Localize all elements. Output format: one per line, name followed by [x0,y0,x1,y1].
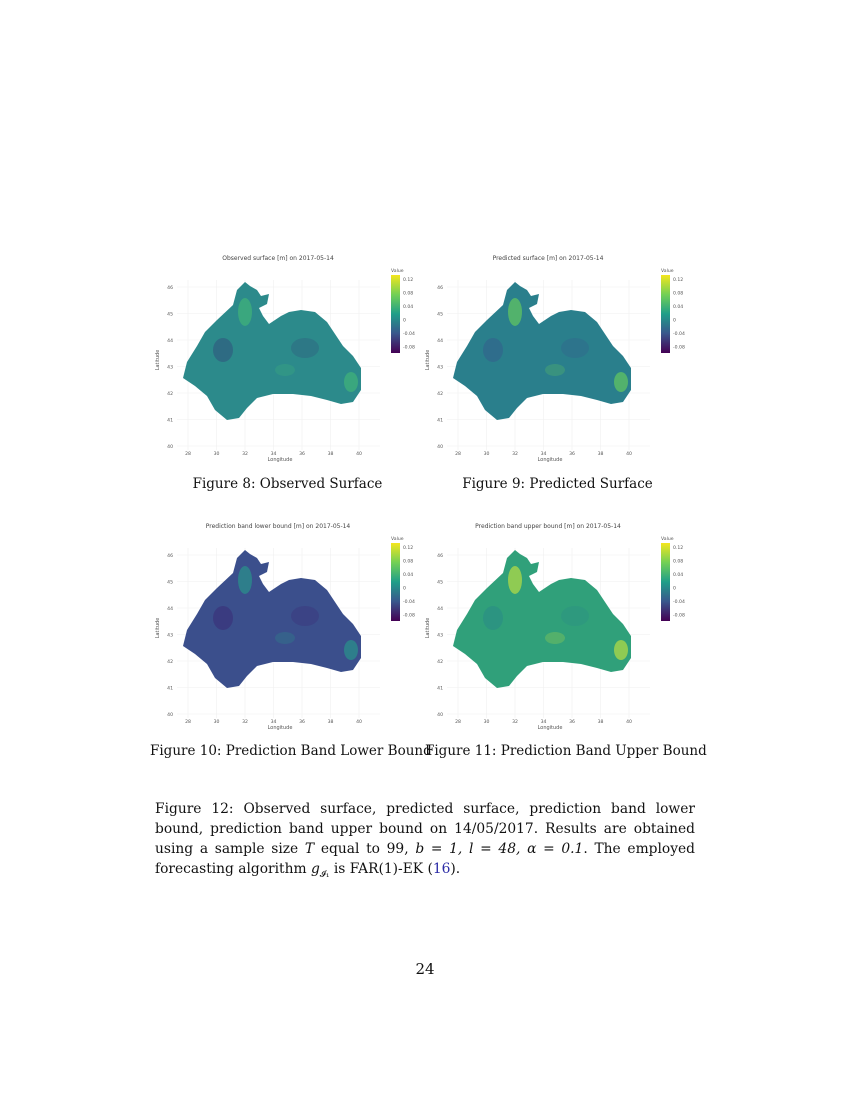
x-axis-label: Longitude [537,457,563,463]
x-tick-label: 38 [327,452,334,457]
y-tick-label: 43 [437,633,443,639]
x-tick-label: 36 [569,452,575,457]
y-tick-label: 41 [437,418,443,424]
legend-label: 0.04 [673,573,684,578]
x-tick-label: 36 [299,452,305,457]
subcaption-figure-9: Figure 9: Predicted Surface [462,476,653,492]
y-axis-label: Latitude [155,617,161,639]
y-tick-label: 41 [167,418,173,424]
subcaption-figure-10: Figure 10: Prediction Band Lower Bound [150,743,432,759]
legend-label: 0.08 [403,291,414,297]
map-figure [155,518,415,731]
x-tick-label: 32 [512,452,518,457]
legend-label: -0.04 [673,600,685,605]
map-figure [425,518,685,731]
y-tick-label: 42 [437,392,443,397]
legend-label: -0.04 [403,332,415,337]
legend-title: Value [661,537,674,542]
y-axis-label: Latitude [425,617,431,639]
y-tick-label: 46 [437,286,443,291]
y-tick-label: 43 [437,365,443,371]
figure-9-panel [425,250,685,463]
page-number: 24 [415,960,435,978]
figure-10-panel [155,518,415,731]
y-tick-label: 41 [167,686,173,692]
panel-title: Predicted surface [m] on 2017-05-14 [492,255,604,262]
legend-label: 0.12 [673,278,684,283]
sea-surface [183,550,361,688]
legend-label: 0.12 [403,546,414,551]
y-tick-label: 44 [437,607,443,612]
subcaption-figure-8: Figure 8: Observed Surface [192,476,383,492]
x-tick-label: 38 [597,720,604,725]
legend-label: -0.08 [673,613,685,619]
y-tick-label: 45 [437,312,443,318]
colorbar [661,275,670,353]
legend-title: Value [391,537,404,542]
legend-label: -0.04 [673,332,685,337]
figure-11-panel [425,518,685,731]
y-tick-label: 44 [167,339,173,344]
x-tick-label: 30 [483,720,490,725]
map-figure [425,250,685,463]
x-tick-label: 30 [483,452,490,457]
y-tick-label: 42 [167,392,173,397]
y-tick-label: 44 [437,339,443,344]
y-tick-label: 42 [167,660,173,665]
y-tick-label: 43 [167,633,173,639]
x-tick-label: 32 [242,720,248,725]
legend-label: -0.08 [403,613,415,619]
x-tick-label: 28 [185,720,191,725]
panel-title: Prediction band upper bound [m] on 2017-05-14 [475,523,621,530]
legend-label: -0.04 [403,600,415,605]
x-tick-label: 34 [540,720,547,725]
y-tick-label: 43 [167,365,173,371]
x-tick-label: 28 [455,452,461,457]
x-tick-label: 40 [356,452,362,457]
x-tick-label: 28 [455,720,461,725]
y-axis-label: Latitude [155,349,161,371]
legend-label: 0.04 [673,305,684,310]
legend-label: 0.08 [403,559,414,565]
x-axis-label: Longitude [267,457,293,463]
y-tick-label: 42 [437,660,443,665]
x-tick-label: 40 [626,720,632,725]
x-tick-label: 36 [299,720,305,725]
y-tick-label: 45 [167,312,173,318]
colorbar [391,543,400,621]
x-tick-label: 34 [270,452,277,457]
x-tick-label: 38 [327,720,334,725]
y-tick-label: 40 [167,713,173,718]
legend-label: 0 [673,318,676,324]
y-tick-label: 41 [437,686,443,692]
x-tick-label: 32 [242,452,248,457]
figure-8-panel [155,250,415,463]
legend-label: 0 [403,318,406,324]
panel-title: Prediction band lower bound [m] on 2017-05-14 [205,523,351,530]
legend-label: 0.08 [673,559,684,565]
x-tick-label: 28 [185,452,191,457]
x-tick-label: 38 [597,452,604,457]
colorbar [391,275,400,353]
x-tick-label: 32 [512,720,518,725]
y-tick-label: 46 [167,286,173,291]
legend-label: 0.04 [403,573,414,578]
legend-label: 0 [673,586,676,592]
main-figure-caption: Figure 12: Observed surface, predicted surface, prediction band lower bound, prediction band upper bound on 14/05/2017. Results are obtained using a sample size T equal to 99, b = 1, l = 48, α = 0.1. The employed forecasting algorithm $g_{𝓘_1}$ is FAR(1)-EK (16). [155,801,696,880]
x-axis-label: Longitude [267,725,293,731]
legend-label: 0 [403,586,406,592]
y-tick-label: 46 [437,554,443,559]
y-tick-label: 45 [167,580,173,586]
x-axis-label: Longitude [537,725,563,731]
x-tick-label: 36 [569,720,575,725]
y-axis-label: Latitude [425,349,431,371]
legend-label: 0.12 [673,546,684,551]
sea-surface [453,282,631,420]
y-tick-label: 40 [167,445,173,450]
x-tick-label: 30 [213,720,220,725]
y-tick-label: 46 [167,554,173,559]
legend-label: 0.08 [673,291,684,297]
reference-link[interactable]: 16 [432,861,451,877]
x-tick-label: 34 [270,720,277,725]
legend-label: -0.08 [403,345,415,351]
x-tick-label: 30 [213,452,220,457]
x-tick-label: 40 [626,452,632,457]
legend-label: 0.04 [403,305,414,310]
legend-label: -0.08 [673,345,685,351]
legend-label: 0.12 [403,278,414,283]
y-tick-label: 45 [437,580,443,586]
y-tick-label: 40 [437,713,443,718]
sea-surface [453,550,631,688]
y-tick-label: 44 [167,607,173,612]
x-tick-label: 34 [540,452,547,457]
colorbar [661,543,670,621]
map-figure [155,250,415,463]
legend-title: Value [391,269,404,274]
sea-surface [183,282,361,420]
subcaption-figure-11: Figure 11: Prediction Band Upper Bound [425,743,707,759]
legend-title: Value [661,269,674,274]
panel-title: Observed surface [m] on 2017-05-14 [222,255,334,262]
x-tick-label: 40 [356,720,362,725]
y-tick-label: 40 [437,445,443,450]
